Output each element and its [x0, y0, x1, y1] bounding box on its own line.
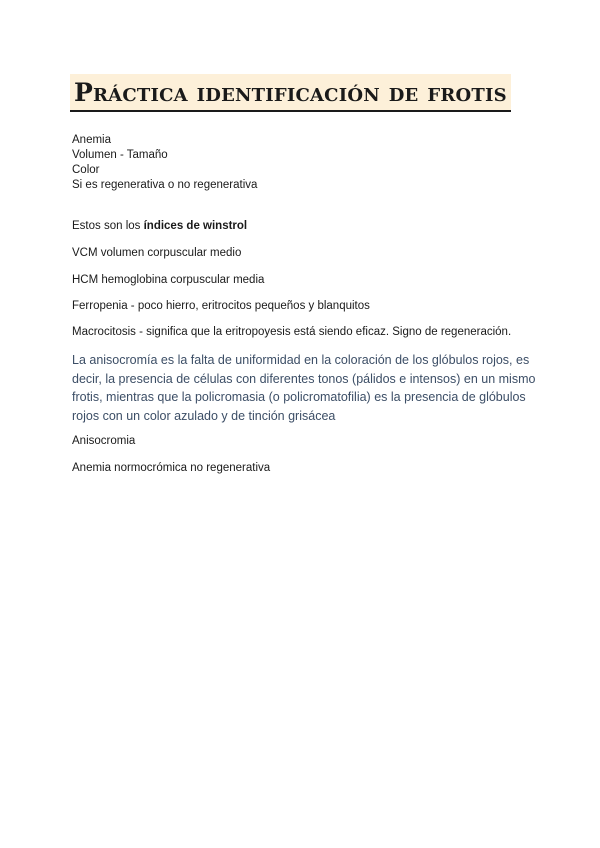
ferropenia-line: Ferropenia - poco hierro, eritrocitos pequeños y blanquitos	[72, 300, 370, 312]
paragraph-line: frotis, mientras que la policromasia (o policromatofilia) es la presencia de glóbulos	[72, 390, 526, 404]
intro-line: Si es regenerativa o no regenerativa	[72, 179, 258, 191]
page-title: Práctica identificación de frotis	[70, 74, 511, 112]
hcm-line: HCM hemoglobina corpuscular media	[72, 274, 265, 286]
macrocitosis-line: Macrocitosis - significa que la eritropoyesis está siendo eficaz. Signo de regeneración.	[72, 326, 512, 338]
paragraph-line: decir, la presencia de células con diferentes tonos (pálidos e intensos) en un mismo	[72, 371, 536, 386]
intro-line: Color	[72, 164, 100, 176]
paragraph-line: rojos con un color azulado y de tinción grisácea	[72, 408, 336, 423]
anisocromia-paragraph	[72, 351, 536, 425]
anisocromia-line: Anisocromia	[72, 435, 136, 447]
title-container	[70, 74, 511, 112]
intro-line: Volumen - Tamaño	[72, 149, 168, 161]
indices-line	[72, 219, 247, 234]
intro-line: Anemia	[72, 134, 111, 146]
indices-prefix: Estos son los	[72, 220, 144, 232]
paragraph-line: La anisocromía es la falta de uniformidad en la coloración de los glóbulos rojos, es	[72, 353, 530, 367]
indices-bold: índices de winstrol	[143, 220, 248, 232]
vcm-line: VCM volumen corpuscular medio	[72, 247, 242, 259]
anemia-normocromica-line: Anemia normocrómica no regenerativa	[72, 462, 271, 474]
intro-list	[72, 133, 257, 193]
